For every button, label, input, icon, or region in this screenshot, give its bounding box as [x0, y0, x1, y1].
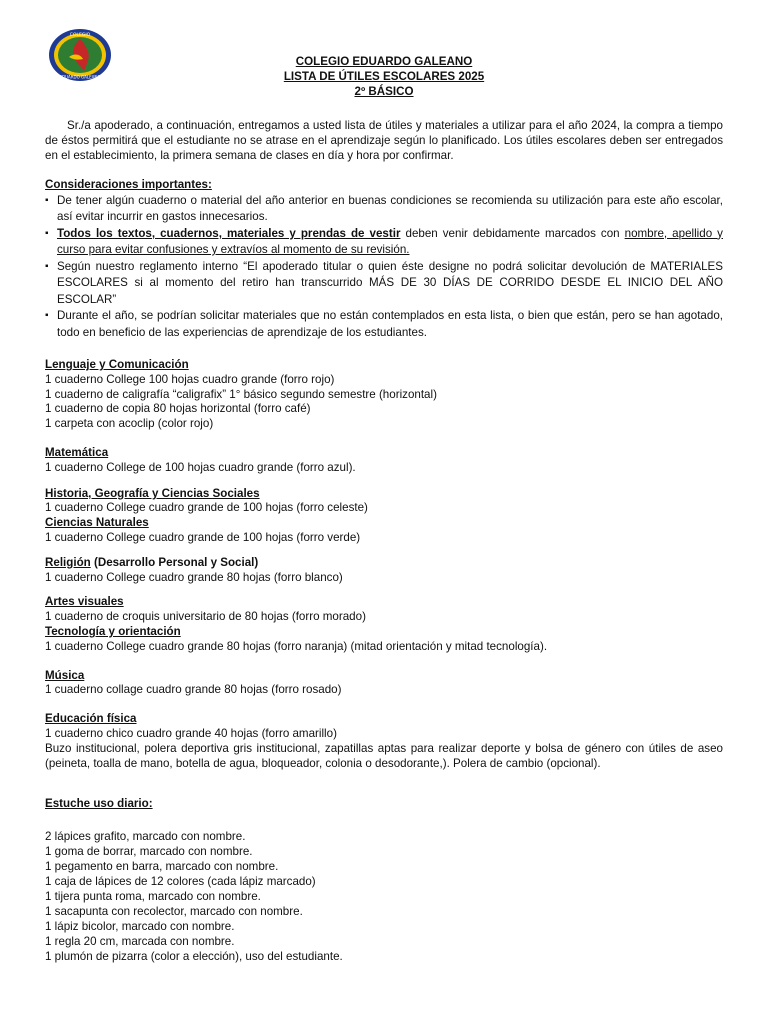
- subject-educacion-fisica: [45, 712, 723, 771]
- list-item: 1 cuaderno College 100 hojas cuadro grande (forro rojo): [45, 372, 335, 386]
- subject-musica: [45, 669, 723, 699]
- list-item: 1 sacapunta con recolector, marcado con nombre.: [45, 905, 303, 919]
- subject-ciencias: [45, 516, 723, 546]
- subject-religion: [45, 556, 723, 586]
- list-item: 1 carpeta con acoclip (color rojo): [45, 417, 214, 431]
- intro-paragraph: Sr./a apoderado, a continuación, entregamos a usted lista de útiles y materiales a utilizar para el año 2024, la compra a tiempo de éstos permitirá que el estudiante no se atrase en el aprendizaje según lo planificado. Los útiles escolares deben ser entregados en el establecimiento, la primera semana de clases en día y hora por confirmar.: [45, 119, 723, 162]
- subject-title: Ciencias Naturales: [45, 516, 149, 530]
- marking-text: deben venir debidamente marcados con: [400, 226, 625, 240]
- consideration-item: ▪ Durante el año, se podrían solicitar materiales que no están contemplados en esta lista, o bien que están, pero se han agotado, todo en beneficio de las experiencias de aprendizaje de los estudiantes.: [45, 308, 723, 341]
- marking-emphasis: Todos los textos, cuadernos, materiales y prendas de vestir: [57, 226, 401, 240]
- list-item: 1 regla 20 cm, marcada con nombre.: [45, 935, 235, 949]
- considerations-title: Consideraciones importantes:: [45, 178, 212, 191]
- estuche-section: [45, 797, 723, 964]
- subject-title: Tecnología y orientación: [45, 625, 181, 639]
- subject-tecnologia: [45, 625, 723, 655]
- considerations-list: [45, 193, 723, 342]
- consideration-item: ▪ De tener algún cuaderno o material del año anterior en buenas condiciones se recomienda su utilización para este año escolar, así evitar incurrir en gastos innecesarios.: [45, 193, 723, 226]
- list-item: 1 cuaderno College cuadro grande de 100 hojas (forro verde): [45, 531, 361, 545]
- subject-title: Música: [45, 668, 85, 682]
- estuche-title: Estuche uso diario:: [45, 797, 153, 811]
- list-item: 1 lápiz bicolor, marcado con nombre.: [45, 920, 235, 934]
- list-title: LISTA DE ÚTILES ESCOLARES 2025: [283, 70, 485, 83]
- list-item: 1 caja de lápices de 12 colores (cada lápiz marcado): [45, 875, 316, 889]
- subject-matematica: [45, 446, 723, 476]
- subject-lenguaje: [45, 358, 723, 432]
- subject-title: Historia, Geografía y Ciencias Sociales: [45, 486, 260, 500]
- marking-requirement: nombre, apellido y curso para evitar confusiones y extravíos al momento de su revisión.: [57, 226, 723, 257]
- grade-title: 2º BÁSICO: [354, 85, 414, 98]
- subject-title: [45, 556, 723, 571]
- subject-artes: [45, 595, 723, 625]
- document-header: [0, 54, 768, 99]
- considerations-section: [45, 178, 723, 341]
- list-item: 2 lápices grafito, marcado con nombre.: [45, 830, 246, 844]
- subject-title: Artes visuales: [45, 595, 124, 609]
- consideration-item: [45, 226, 723, 259]
- list-item: 1 pegamento en barra, marcado con nombre.: [45, 860, 279, 874]
- religion-title: Religión: [45, 555, 91, 569]
- school-name: COLEGIO EDUARDO GALEANO: [295, 55, 473, 68]
- list-item: 1 cuaderno College cuadro grande 80 hojas (forro blanco): [45, 570, 343, 584]
- subject-title: Lenguaje y Comunicación: [45, 358, 189, 372]
- list-item: 1 plumón de pizarra (color a elección), uso del estudiante.: [45, 950, 343, 964]
- list-item: 1 cuaderno de croquis universitario de 80 hojas (forro morado): [45, 610, 366, 624]
- list-item: 1 cuaderno College de 100 hojas cuadro grande (forro azul).: [45, 460, 356, 474]
- document-body: [45, 118, 723, 964]
- list-item: 1 cuaderno College cuadro grande de 100 hojas (forro celeste): [45, 501, 368, 515]
- list-item: Buzo institucional, polera deportiva gris institucional, zapatillas aptas para realizar deporte y bolsa de género con útiles de aseo (peineta, toalla de mano, botella de agua, bloqueador, colonia o desodorante,). Polera de cambio (opcional).: [45, 741, 723, 770]
- consideration-item: ▪ Según nuestro reglamento interno “El apoderado titular o quien éste designe no podrá solicitar devolución de MATERIALES ESCOLARES si al momento del retiro han transcurrido MÁS DE 30 DÍAS DE CORRIDO DESDE EL INICIO DEL AÑO ESCOLAR”: [45, 259, 723, 309]
- list-item: 1 cuaderno collage cuadro grande 80 hojas (forro rosado): [45, 683, 342, 697]
- estuche-list: [45, 829, 723, 964]
- logo-text-bottom: EDUARDO GALEANO: [59, 74, 101, 80]
- list-item: 1 cuaderno de copia 80 hojas horizontal (forro café): [45, 402, 311, 416]
- list-item: 1 cuaderno de caligrafía “caligrafix” 1° básico segundo semestre (horizontal): [45, 387, 437, 401]
- logo-text-top: COLEGIO: [69, 33, 91, 38]
- list-item: 1 tijera punta roma, marcado con nombre.: [45, 890, 261, 904]
- religion-title-suffix: (Desarrollo Personal y Social): [90, 555, 259, 569]
- list-item: 1 cuaderno chico cuadro grande 40 hojas (forro amarillo): [45, 727, 337, 741]
- subject-title: Matemática: [45, 446, 109, 460]
- list-item: 1 goma de borrar, marcado con nombre.: [45, 845, 253, 859]
- list-item: 1 cuaderno College cuadro grande 80 hojas (forro naranja) (mitad orientación y mitad tecnología).: [45, 639, 548, 653]
- subject-title: Educación física: [45, 712, 137, 726]
- subject-historia: [45, 487, 723, 517]
